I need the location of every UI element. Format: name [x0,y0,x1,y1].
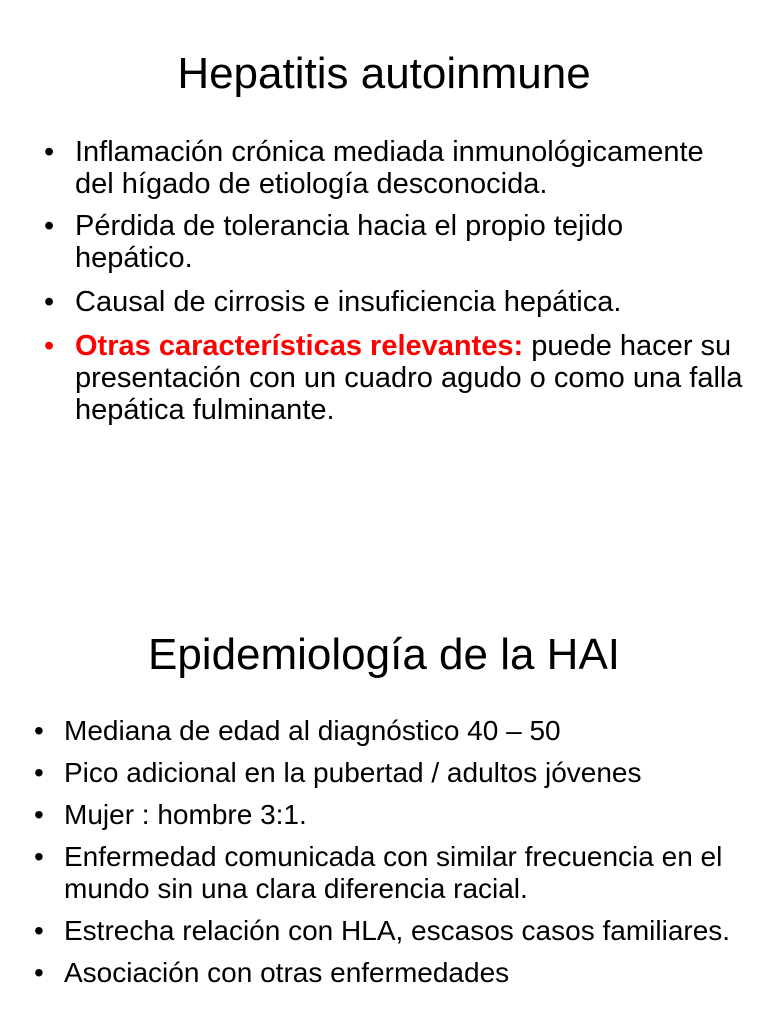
bullet-text: Pérdida de tolerancia hacia el propio tejido hepático. [75,210,624,274]
bullet-text: Mediana de edad al diagnóstico 40 – 50 [64,715,561,746]
bullet-marker: • [44,210,55,242]
bullet-text: Causal de cirrosis e insuficiencia hepática. [75,286,622,318]
slide-title: Hepatitis autoinmune [177,49,591,98]
bullet-list [44,136,744,436]
bullet-marker: • [44,286,55,318]
bullet-text: Inflamación crónica mediada inmunológicamente del hígado de etiología desconocida. [75,136,704,200]
bullet-text [75,330,744,426]
bullet-item-highlight [44,330,744,426]
bullet-text: Mujer : hombre 3:1. [64,799,307,830]
bullet-item [34,715,754,747]
bullet-item [44,286,744,318]
bullet-item [34,915,754,947]
highlight-text: puede hacer su presentación con un cuadro agudo o como una falla hepática fulminante. [75,330,743,426]
bullet-text: Asociación con otras enfermedades [64,957,510,988]
bullet-marker: • [34,757,44,788]
bullet-list [34,715,754,999]
bullet-item [34,957,754,989]
bullet-item [34,841,754,905]
bullet-text: Enfermedad comunicada con similar frecuencia en el mundo sin una clara diferencia racial. [64,841,723,904]
bullet-marker: • [44,330,55,362]
bullet-text: Estrecha relación con HLA, escasos casos familiares. [64,915,731,946]
bullet-marker: • [34,915,44,946]
bullet-item [44,210,744,274]
bullet-text: Pico adicional en la pubertad / adultos jóvenes [64,757,642,788]
slide-epidemiologia [0,512,768,1024]
slide-title: Epidemiología de la HAI [147,630,621,679]
bullet-marker: • [44,136,55,168]
bullet-item [44,136,744,200]
bullet-marker: • [34,841,44,872]
highlight-label: Otras características relevantes: [75,330,524,362]
bullet-item [34,757,754,789]
bullet-item [34,799,754,831]
bullet-marker: • [34,715,44,746]
bullet-marker: • [34,799,44,830]
bullet-marker: • [34,957,44,988]
